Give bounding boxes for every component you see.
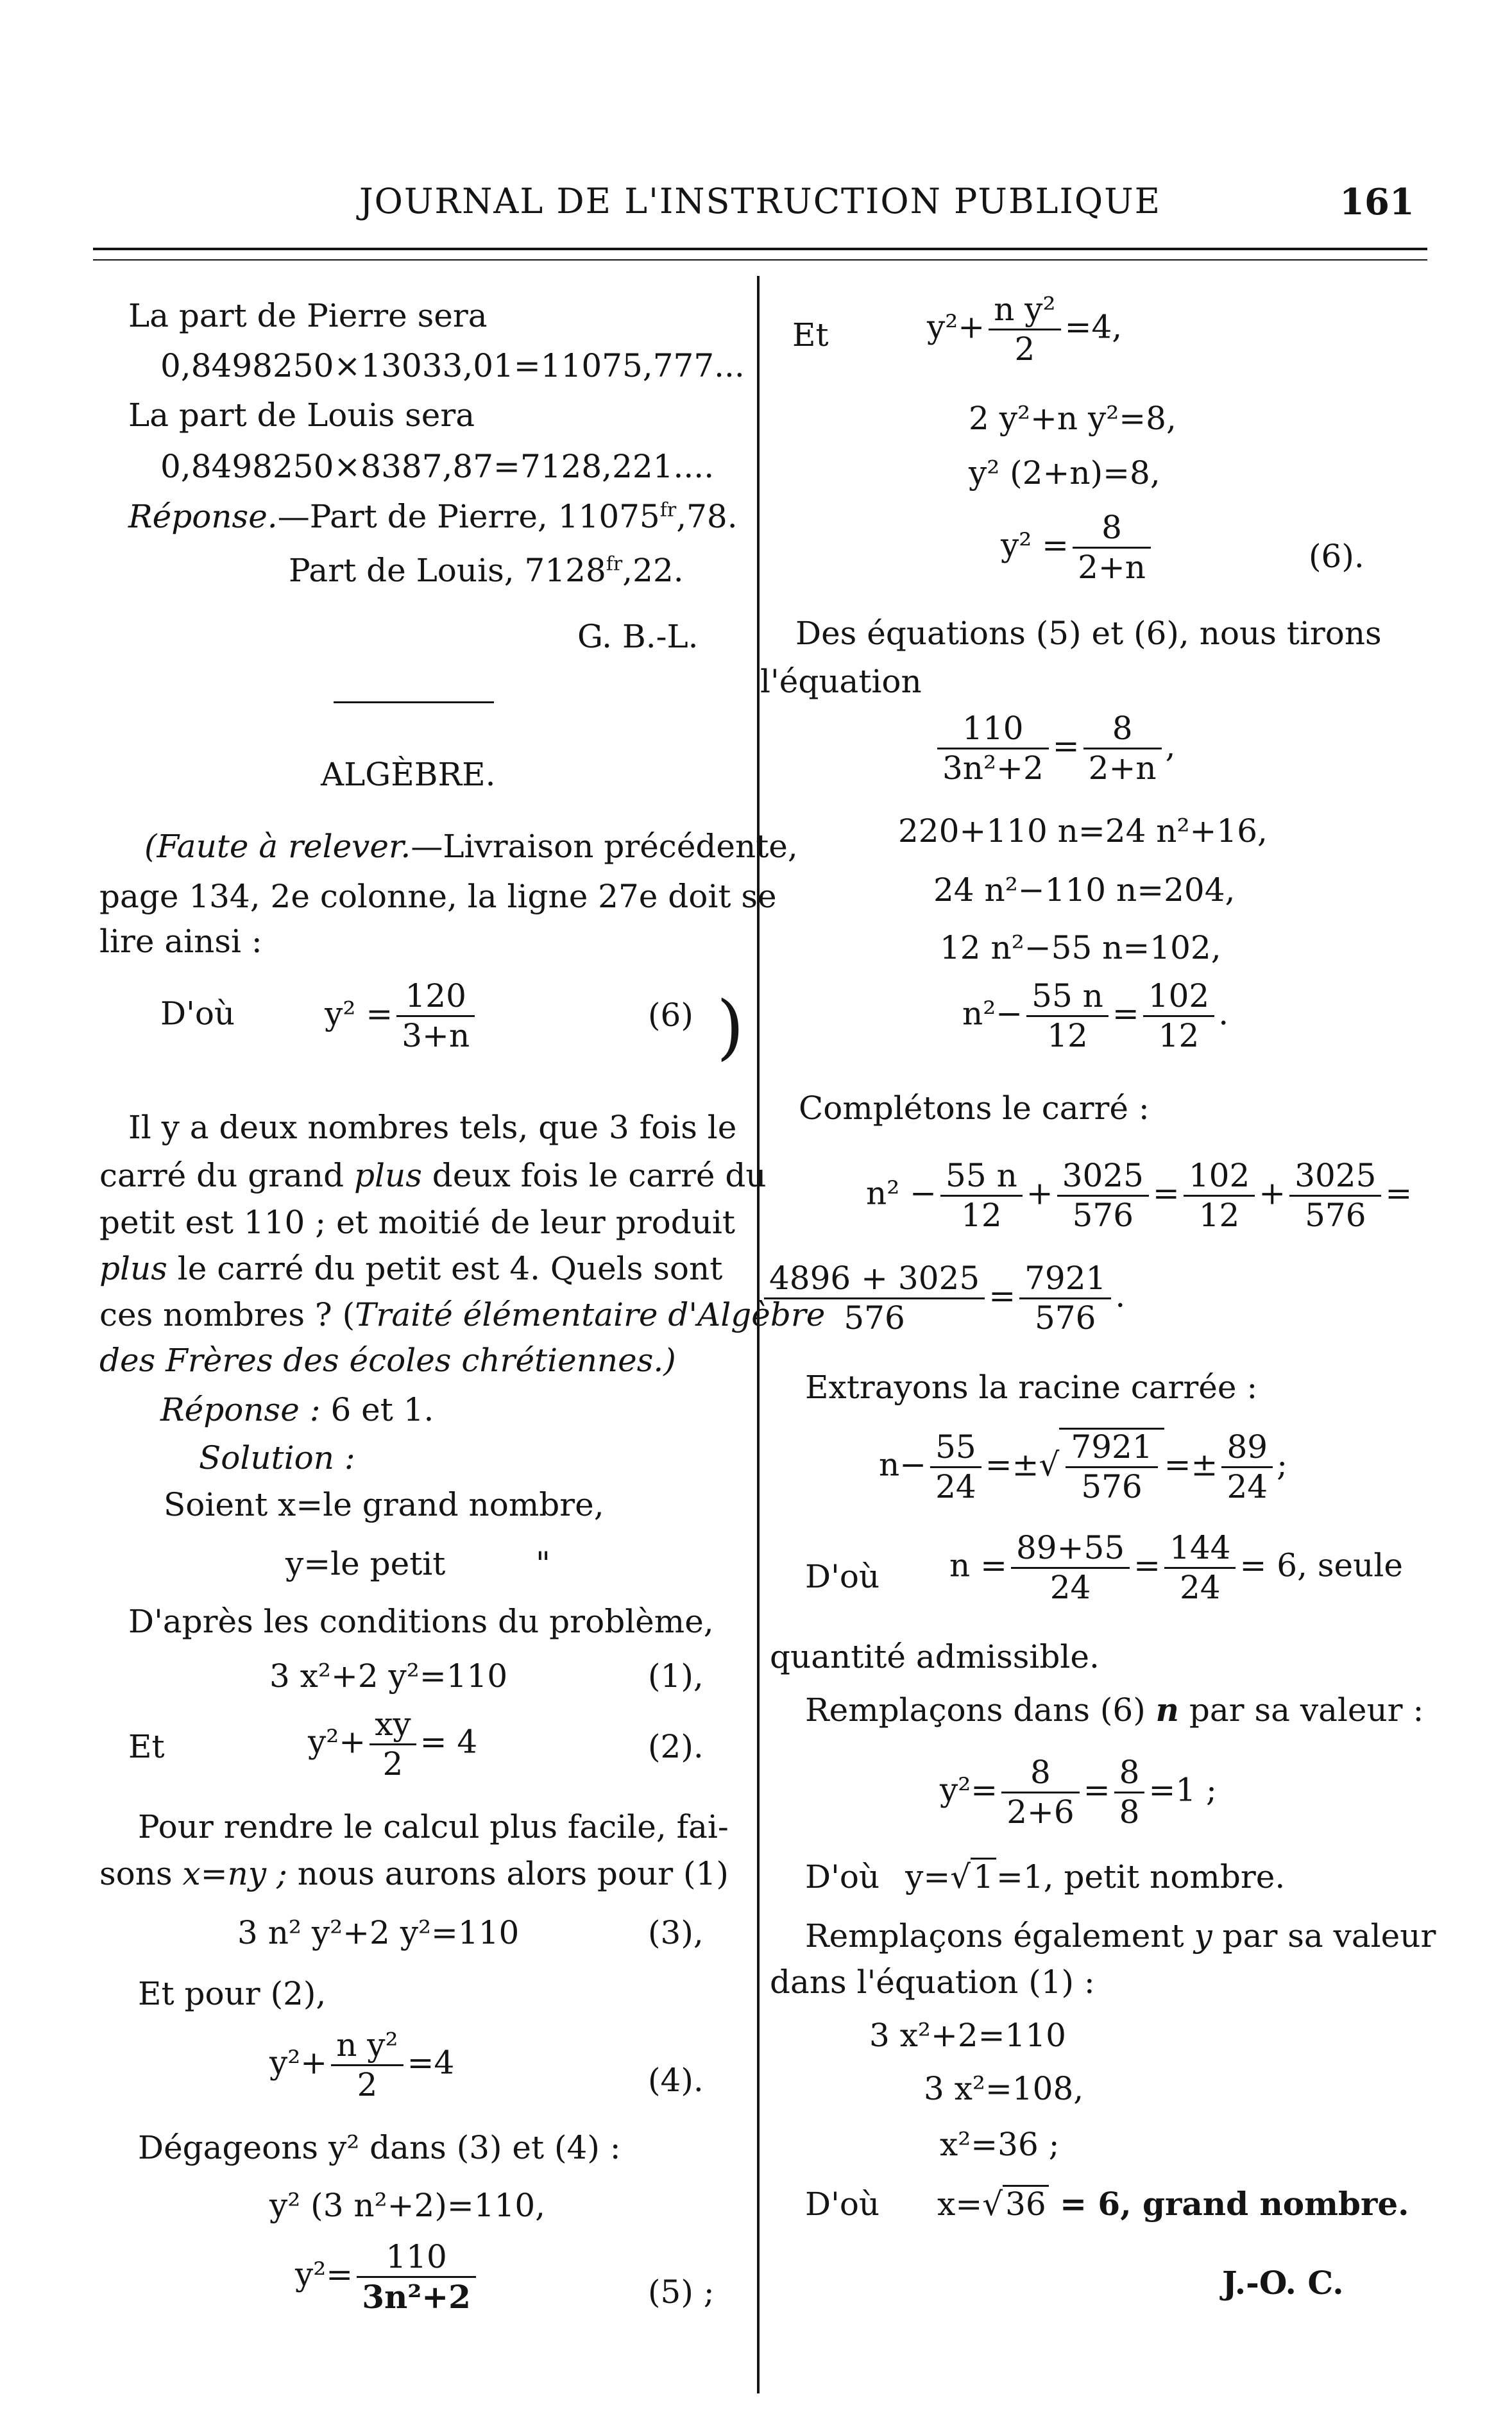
eq-tag: (4). bbox=[648, 2062, 704, 2099]
eq-part: y²= bbox=[940, 1771, 998, 1809]
denominator: 3n²+2 bbox=[942, 749, 1044, 787]
text-line: Soient x=le grand nombre, bbox=[164, 1486, 604, 1523]
text-span: ces nombres ? ( bbox=[99, 1296, 355, 1333]
text-italic: y bbox=[1194, 1917, 1212, 1955]
eq-part: = bbox=[1083, 1771, 1110, 1809]
text-line: y=le petit bbox=[285, 1545, 446, 1582]
numerator: 144 bbox=[1164, 1530, 1236, 1569]
numerator: 55 bbox=[930, 1430, 981, 1468]
fraction bbox=[930, 1430, 981, 1505]
equation: 220+110 n=24 n²+16, bbox=[898, 812, 1268, 850]
equation bbox=[866, 1158, 1412, 1233]
text-span: par sa valeur bbox=[1212, 1917, 1436, 1955]
eq-part: = 6, seule bbox=[1239, 1546, 1403, 1584]
answer-label: Réponse. bbox=[128, 498, 278, 535]
denominator: 3+n bbox=[402, 1017, 470, 1054]
denominator: 2+n bbox=[1088, 749, 1157, 787]
eq-tag: (2). bbox=[648, 1728, 704, 1765]
equation bbox=[962, 979, 1228, 1054]
text-span: nous aurons alors pour (1) bbox=[287, 1855, 729, 1892]
text-line bbox=[99, 1251, 722, 1287]
numerator: 110 bbox=[357, 2239, 476, 2278]
fraction bbox=[396, 979, 475, 1054]
denominator: 576 bbox=[1305, 1197, 1366, 1234]
eq-part: . bbox=[1218, 995, 1229, 1032]
denominator: 12 bbox=[961, 1197, 1002, 1234]
header-rule-thin bbox=[93, 259, 1427, 261]
section-separator bbox=[334, 701, 494, 703]
eq-part: = bbox=[989, 1277, 1016, 1315]
text-line: dans l'équation (1) : bbox=[770, 1964, 1095, 2001]
eq-lhs: y² = bbox=[325, 995, 393, 1032]
numerator: 89+55 bbox=[1011, 1530, 1130, 1569]
solution-label: Solution : bbox=[199, 1439, 355, 1476]
eq-tag: (1), bbox=[648, 1657, 704, 1695]
fraction bbox=[1026, 979, 1109, 1054]
ditto-mark: " bbox=[536, 1545, 550, 1582]
brace: ) bbox=[717, 986, 744, 1068]
equation: 24 n²−110 n=204, bbox=[933, 871, 1236, 909]
denominator: 2 bbox=[382, 1745, 403, 1783]
signature: J.-O. C. bbox=[1222, 2264, 1344, 2302]
numerator: 4896 + 3025 bbox=[764, 1261, 985, 1299]
eq-part: = bbox=[1152, 1174, 1180, 1212]
numerator: 102 bbox=[1184, 1158, 1255, 1197]
text-span: sons bbox=[99, 1855, 183, 1892]
text-line: La part de Pierre sera bbox=[128, 297, 488, 334]
eq-part: =1, petit nombre. bbox=[996, 1858, 1286, 1895]
eq-part: = bbox=[1052, 727, 1080, 765]
equation bbox=[1001, 510, 1155, 585]
page-number: 161 bbox=[1339, 181, 1414, 223]
eq-tag: (6) bbox=[648, 997, 693, 1034]
fraction bbox=[370, 1707, 416, 1782]
eq-part: = bbox=[1112, 995, 1139, 1032]
equation bbox=[269, 2028, 454, 2103]
numerator: xy bbox=[370, 1707, 416, 1745]
denominator: 8 bbox=[1119, 1793, 1140, 1831]
denominator: 576 bbox=[844, 1299, 905, 1337]
answer-line bbox=[160, 1392, 434, 1428]
text-line bbox=[805, 1919, 1436, 1954]
erratum-text: —Livraison précédente, bbox=[411, 828, 798, 865]
text-italic: x=ny ; bbox=[182, 1855, 287, 1892]
denominator: 2+n bbox=[1078, 549, 1146, 586]
equation: 3 x²=108, bbox=[924, 2070, 1084, 2107]
text-line bbox=[805, 1692, 1423, 1728]
radicand: 36 bbox=[1003, 2185, 1049, 2222]
equation: x²=36 ; bbox=[940, 2126, 1060, 2163]
fraction bbox=[1001, 1755, 1080, 1830]
eq-part: = bbox=[1134, 1546, 1161, 1584]
eq-part: y²+ bbox=[927, 308, 985, 346]
denominator: 2 bbox=[1014, 330, 1035, 368]
equation: 3 x²+2 y²=110 bbox=[269, 1657, 508, 1695]
text-span: carré du grand bbox=[99, 1157, 355, 1194]
text-span: par sa valeur : bbox=[1178, 1691, 1424, 1729]
text-line: Des équations (5) et (6), nous tirons bbox=[795, 615, 1382, 652]
answer-line bbox=[289, 553, 684, 588]
text-line: l'équation bbox=[760, 663, 922, 700]
eq-tag: (6). bbox=[1309, 538, 1364, 575]
text-italic: plus bbox=[354, 1157, 422, 1194]
text-line bbox=[99, 1856, 729, 1892]
equation: 3 n² y²+2 y²=110 bbox=[237, 1914, 520, 1951]
denominator: 12 bbox=[1047, 1017, 1088, 1054]
numerator: 55 n bbox=[1026, 979, 1109, 1017]
fraction bbox=[989, 292, 1060, 367]
eq-part: y=√ bbox=[905, 1858, 971, 1895]
numerator: 8 bbox=[1083, 711, 1162, 749]
eq-part: x=√ bbox=[937, 2186, 1003, 2223]
fraction bbox=[1019, 1261, 1111, 1336]
section-title: ALGÈBRE. bbox=[321, 756, 496, 793]
text-line: petit est 110 ; et moitié de leur produit bbox=[99, 1204, 735, 1241]
denominator: 576 bbox=[1035, 1299, 1096, 1337]
numerator: 120 bbox=[396, 979, 475, 1017]
eq-part: n²− bbox=[962, 995, 1023, 1032]
fraction bbox=[1011, 1530, 1130, 1605]
numerator: 110 bbox=[937, 711, 1049, 749]
fraction bbox=[1114, 1755, 1145, 1830]
fraction bbox=[937, 711, 1049, 786]
equation bbox=[927, 292, 1122, 367]
denominator: 3n²+2 bbox=[362, 2278, 471, 2316]
text-line: Dégageons y² dans (3) et (4) : bbox=[138, 2129, 621, 2166]
denominator: 576 bbox=[1072, 1197, 1134, 1234]
eq-part: y²+ bbox=[308, 1723, 366, 1761]
equation: y² (3 n²+2)=110, bbox=[269, 2187, 546, 2224]
text-line: Il y a deux nombres tels, que 3 fois le bbox=[128, 1109, 737, 1146]
eq-part: . bbox=[1115, 1277, 1126, 1315]
text-line: quantité admissible. bbox=[770, 1638, 1100, 1675]
denominator: 12 bbox=[1198, 1197, 1240, 1234]
eq-part: n− bbox=[879, 1446, 927, 1484]
denominator: 12 bbox=[1158, 1017, 1200, 1054]
text-line: Extrayons la racine carrée : bbox=[805, 1369, 1258, 1406]
eq-part: =4 bbox=[407, 2044, 455, 2082]
numerator: 3025 bbox=[1289, 1158, 1381, 1197]
text-italic: plus bbox=[99, 1250, 167, 1287]
equation bbox=[160, 979, 479, 1054]
equation: 3 x²+2=110 bbox=[869, 2017, 1066, 2054]
answer-text: Part de Louis, 7128 bbox=[289, 552, 606, 589]
numerator: 55 n bbox=[940, 1158, 1023, 1197]
eq-tag: (3), bbox=[648, 1914, 704, 1951]
text-span: deux fois le carré du bbox=[421, 1157, 767, 1194]
fraction bbox=[1073, 510, 1151, 585]
numerator: 8 bbox=[1114, 1755, 1145, 1793]
eq-label: D'où bbox=[160, 995, 235, 1032]
fraction bbox=[357, 2239, 476, 2314]
text-line: Et pour (2), bbox=[138, 1975, 327, 2012]
answer-line bbox=[128, 499, 738, 535]
text-span: Remplaçons également bbox=[805, 1917, 1194, 1955]
fraction bbox=[1289, 1158, 1381, 1233]
numerator: 7921 bbox=[1066, 1430, 1157, 1468]
text-line: 0,8498250×13033,01=11075,777... bbox=[160, 347, 745, 384]
text-line bbox=[99, 1158, 767, 1194]
denominator: 24 bbox=[935, 1468, 976, 1505]
denominator: 2 bbox=[357, 2066, 378, 2103]
eq-label: D'où bbox=[805, 2186, 880, 2223]
text-span: Remplaçons dans (6) bbox=[805, 1691, 1156, 1729]
text-line: Complétons le carré : bbox=[799, 1090, 1150, 1127]
equation: 12 n²−55 n=102, bbox=[940, 929, 1221, 966]
equation bbox=[295, 2239, 480, 2314]
column-divider bbox=[757, 276, 760, 2393]
numerator: 102 bbox=[1143, 979, 1214, 1017]
radical-sign: √ bbox=[1039, 1446, 1060, 1484]
eq-part: = bbox=[1385, 1174, 1413, 1212]
fraction bbox=[1221, 1430, 1273, 1505]
header-rule bbox=[93, 248, 1427, 250]
fraction bbox=[940, 1158, 1023, 1233]
denominator: 24 bbox=[1227, 1468, 1268, 1505]
numerator: n y² bbox=[989, 292, 1060, 330]
equation-line bbox=[805, 1858, 1285, 1895]
fraction bbox=[1066, 1430, 1157, 1505]
eq-label: Et bbox=[128, 1728, 165, 1765]
running-head: JOURNAL DE L'INSTRUCTION PUBLIQUE bbox=[359, 181, 1162, 221]
answer-label: Réponse : bbox=[160, 1391, 321, 1428]
answer-end: ,22. bbox=[622, 552, 684, 589]
fraction bbox=[1184, 1158, 1255, 1233]
eq-part: n = bbox=[949, 1546, 1007, 1584]
text-line: Pour rendre le calcul plus facile, fai- bbox=[138, 1808, 729, 1845]
text-line: page 134, 2e colonne, la ligne 27e doit se bbox=[99, 878, 777, 915]
eq-part: =1 ; bbox=[1148, 1771, 1217, 1809]
equation bbox=[949, 1530, 1403, 1605]
text-line: 0,8498250×8387,87=7128,221.... bbox=[160, 448, 715, 485]
text-line: des Frères des écoles chrétiennes.) bbox=[99, 1342, 676, 1379]
numerator: 8 bbox=[1001, 1755, 1080, 1793]
text-span: le carré du petit est 4. Quels sont bbox=[167, 1250, 723, 1287]
denominator: 24 bbox=[1179, 1569, 1221, 1606]
answer-end: ,78. bbox=[676, 498, 738, 535]
unit-sup: fr bbox=[659, 499, 677, 522]
eq-part: y² = bbox=[1001, 526, 1069, 564]
answer-text: 6 et 1. bbox=[320, 1391, 434, 1428]
numerator: 8 bbox=[1073, 510, 1151, 549]
eq-part: + bbox=[1026, 1174, 1053, 1212]
eq-part: y²+ bbox=[269, 2044, 328, 2082]
radical bbox=[1059, 1428, 1164, 1505]
numerator: 7921 bbox=[1019, 1261, 1111, 1299]
eq-part: = 6, grand nombre. bbox=[1048, 2185, 1409, 2223]
fraction bbox=[1164, 1530, 1236, 1605]
text-italic: n bbox=[1155, 1691, 1179, 1729]
text-line: D'après les conditions du problème, bbox=[128, 1603, 714, 1640]
eq-tag: (5) ; bbox=[648, 2273, 715, 2311]
eq-part: + bbox=[1259, 1174, 1286, 1212]
equation bbox=[760, 1261, 1125, 1336]
denominator: 2+6 bbox=[1007, 1793, 1075, 1831]
denominator: 576 bbox=[1081, 1468, 1142, 1505]
eq-part: = 4 bbox=[420, 1723, 478, 1761]
equation: y² (2+n)=8, bbox=[969, 454, 1160, 492]
text-line: La part de Louis sera bbox=[128, 397, 475, 434]
fraction bbox=[764, 1261, 985, 1336]
equation bbox=[308, 1707, 477, 1782]
text-line: lire ainsi : bbox=[99, 923, 262, 960]
numerator: n y² bbox=[331, 2028, 403, 2066]
fraction bbox=[1143, 979, 1214, 1054]
erratum-line bbox=[144, 829, 798, 864]
fraction bbox=[1057, 1158, 1149, 1233]
radicand: 1 bbox=[971, 1858, 996, 1895]
text-line bbox=[99, 1297, 825, 1333]
equation-line bbox=[805, 2185, 1409, 2222]
answer-text: —Part de Pierre, 11075 bbox=[277, 498, 660, 535]
equation bbox=[940, 1755, 1217, 1830]
eq-part: =4, bbox=[1064, 308, 1123, 346]
signature: G. B.-L. bbox=[577, 618, 699, 655]
eq-part: =± bbox=[1164, 1446, 1218, 1484]
numerator: 3025 bbox=[1057, 1158, 1149, 1197]
eq-part: y²= bbox=[295, 2255, 353, 2293]
fraction bbox=[1083, 711, 1162, 786]
eq-label: Et bbox=[792, 316, 829, 354]
equation bbox=[933, 711, 1176, 786]
unit-sup: fr bbox=[606, 552, 623, 576]
fraction bbox=[331, 2028, 403, 2103]
erratum-label: (Faute à relever. bbox=[144, 828, 411, 865]
equation: 2 y²+n y²=8, bbox=[969, 400, 1176, 437]
eq-label: D'où bbox=[805, 1558, 880, 1595]
text-italic: Traité élémentaire d'Algèbre bbox=[355, 1296, 826, 1333]
eq-label: D'où bbox=[805, 1858, 880, 1895]
eq-part: n² − bbox=[866, 1174, 937, 1212]
numerator: 89 bbox=[1221, 1430, 1273, 1468]
denominator: 24 bbox=[1049, 1569, 1091, 1606]
eq-part: ; bbox=[1277, 1446, 1287, 1484]
eq-part: =± bbox=[985, 1446, 1039, 1484]
eq-part: , bbox=[1165, 727, 1176, 765]
equation bbox=[879, 1428, 1287, 1505]
